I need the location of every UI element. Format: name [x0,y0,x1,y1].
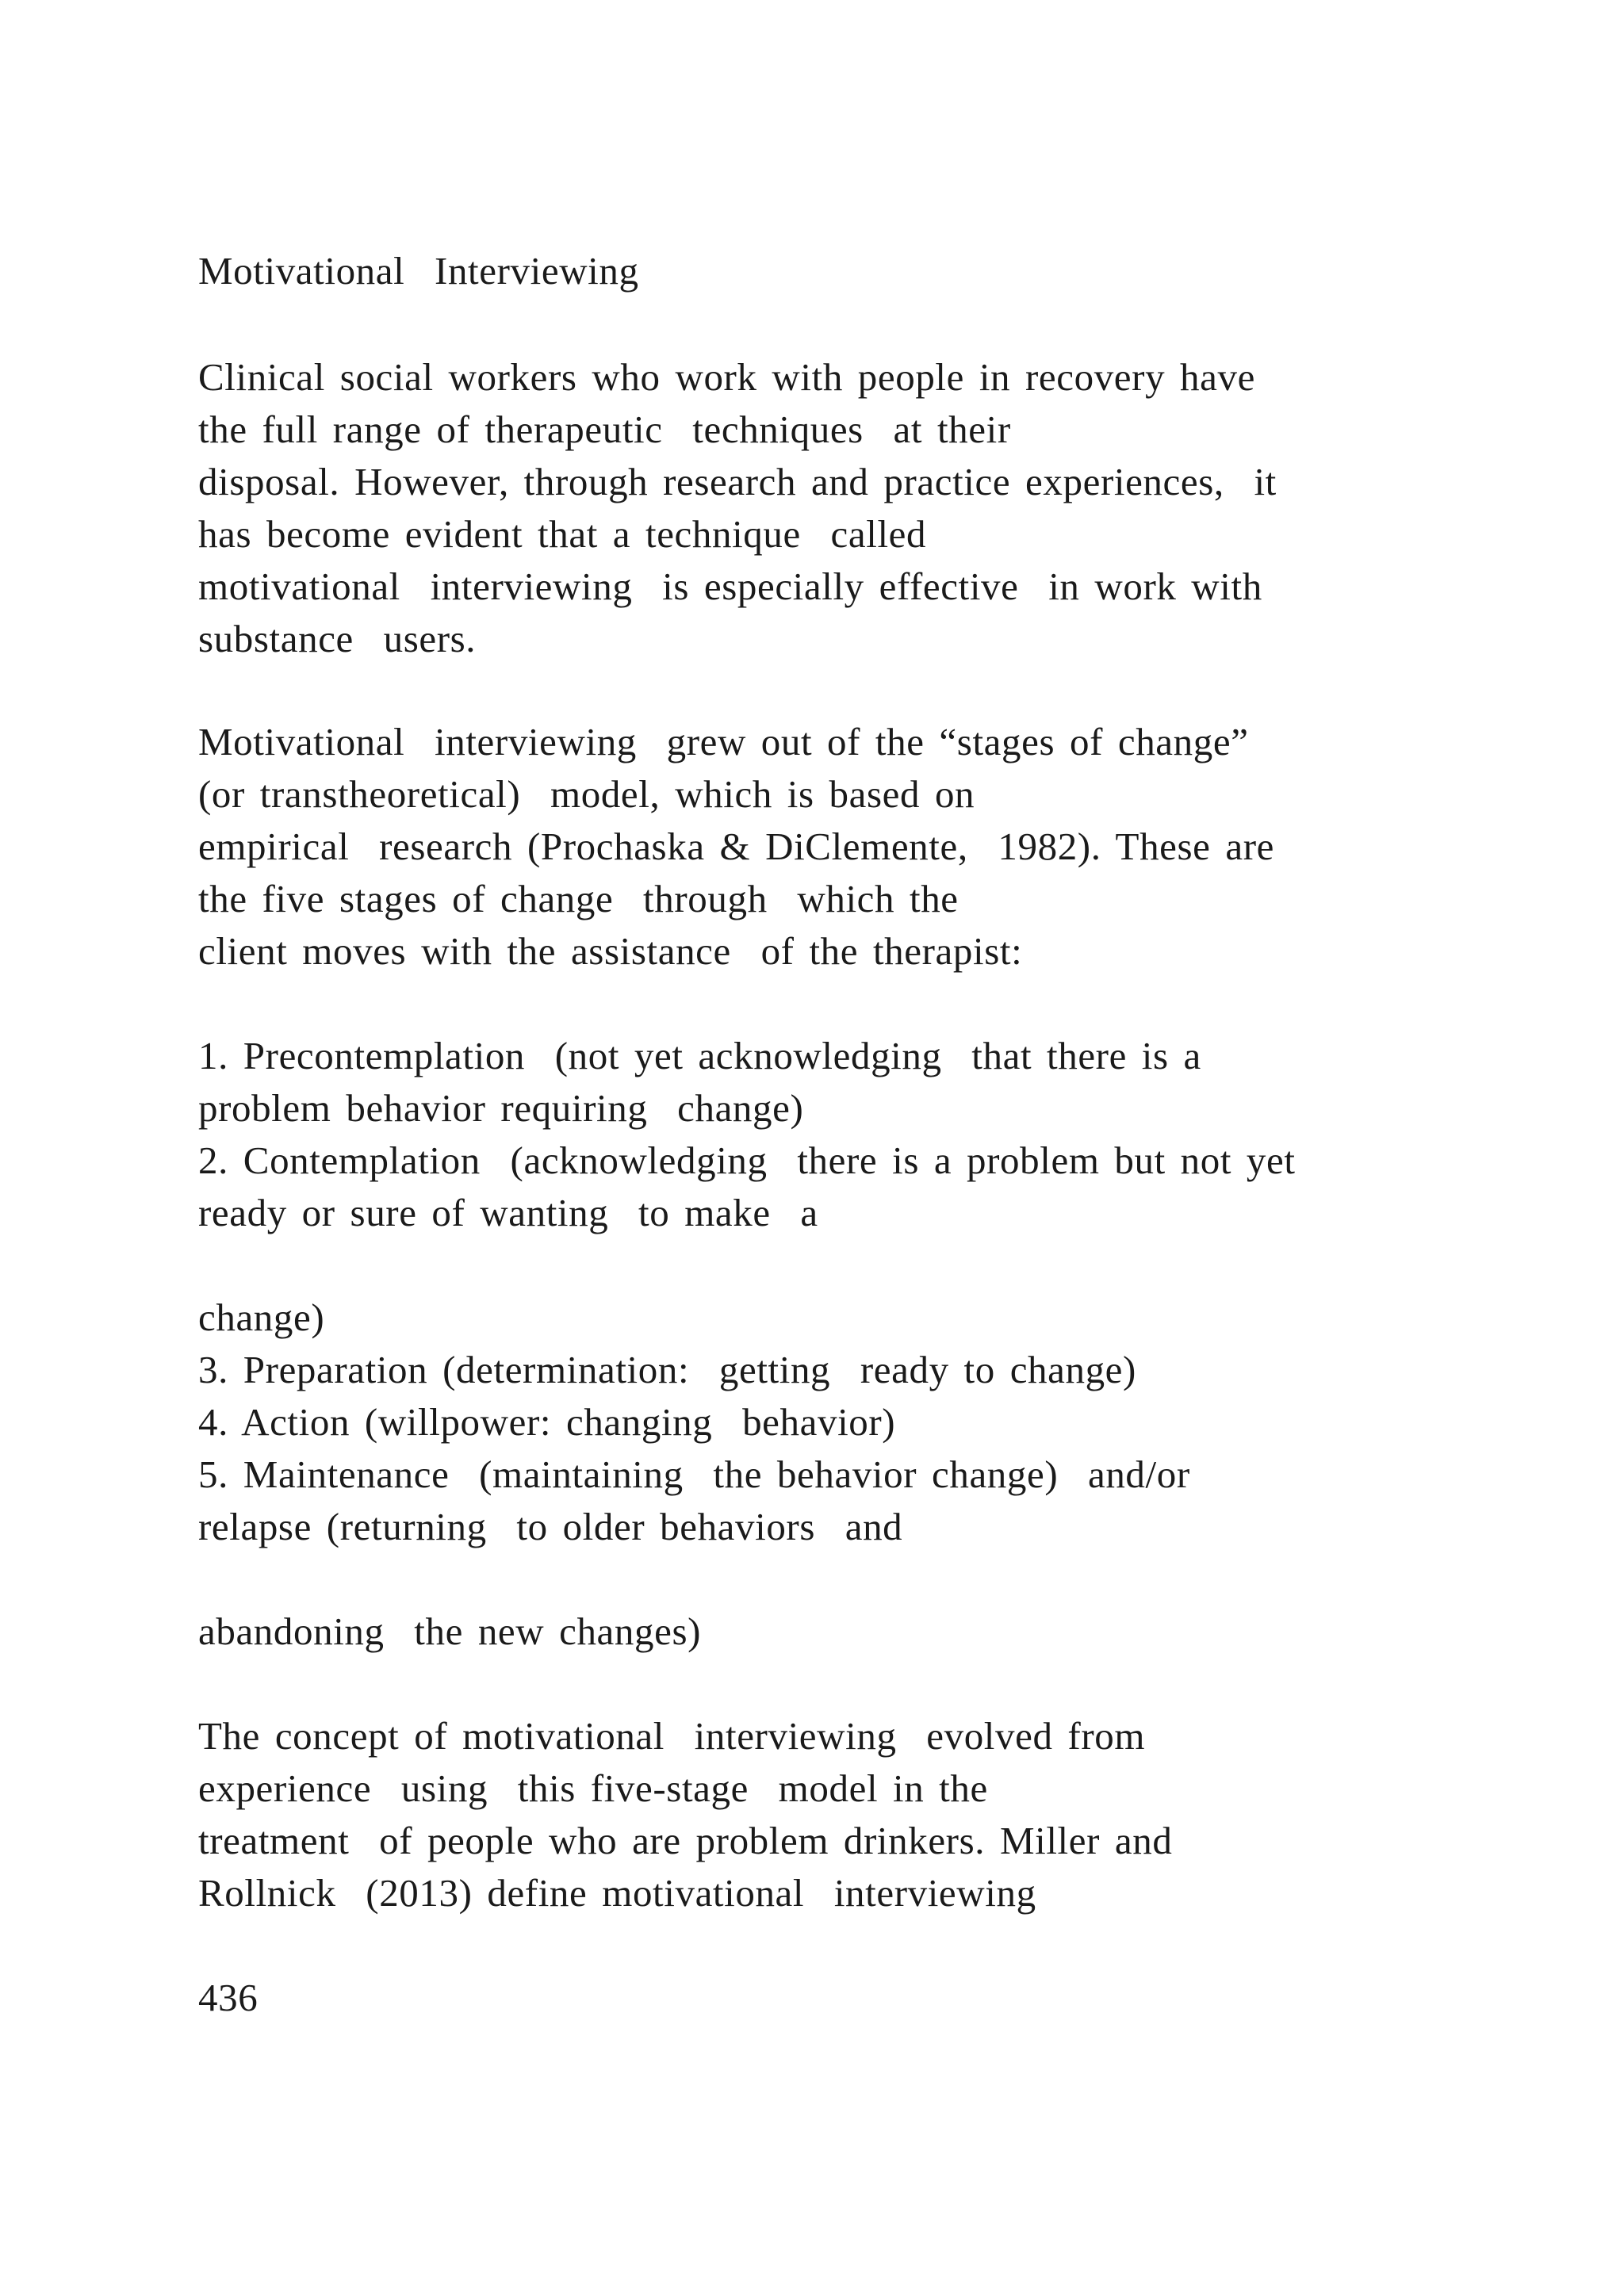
text-line: client moves with the assistance of the therapist: [198,929,1023,973]
list-item: change) [198,1295,325,1339]
list-item: relapse (returning to older behaviors and [198,1505,903,1548]
list-item: 2. Contemplation (acknowledging there is a problem but not yet [198,1138,1296,1182]
page-number: 436 [198,1976,259,2019]
text-line: has become evident that a technique called [198,512,927,556]
list-item: 4. Action (willpower: changing behavior) [198,1400,896,1444]
text-line: experience using this five-stage model in the [198,1766,988,1810]
text-line: motivational interviewing is especially effective in work with [198,564,1262,608]
list-item: abandoning the new changes) [198,1609,702,1653]
text-line: disposal. However, through research and practice experiences, it [198,460,1277,503]
list-item: 1. Precontemplation (not yet acknowledging that there is a [198,1034,1201,1077]
text-line: treatment of people who are problem drinkers. Miller and [198,1819,1173,1862]
text-line: Motivational interviewing grew out of the “stages of change” [198,720,1249,763]
document-title: Motivational Interviewing [198,249,639,293]
text-line: the full range of therapeutic techniques at their [198,408,1011,451]
list-item: 5. Maintenance (maintaining the behavior change) and/or [198,1452,1190,1496]
text-line: Clinical social workers who work with people in recovery have [198,355,1255,399]
list-item: ready or sure of wanting to make a [198,1191,818,1234]
text-line: The concept of motivational interviewing evolved from [198,1714,1146,1758]
text-line: empirical research (Prochaska & DiClemente, 1982). These are [198,825,1274,868]
text-line: substance users. [198,617,477,660]
list-item: problem behavior requiring change) [198,1086,804,1130]
text-line: the five stages of change through which the [198,877,959,920]
text-line: (or transtheoretical) model, which is based on [198,772,975,816]
list-item: 3. Preparation (determination: getting ready to change) [198,1348,1136,1391]
text-line: Rollnick (2013) define motivational interviewing [198,1871,1036,1915]
